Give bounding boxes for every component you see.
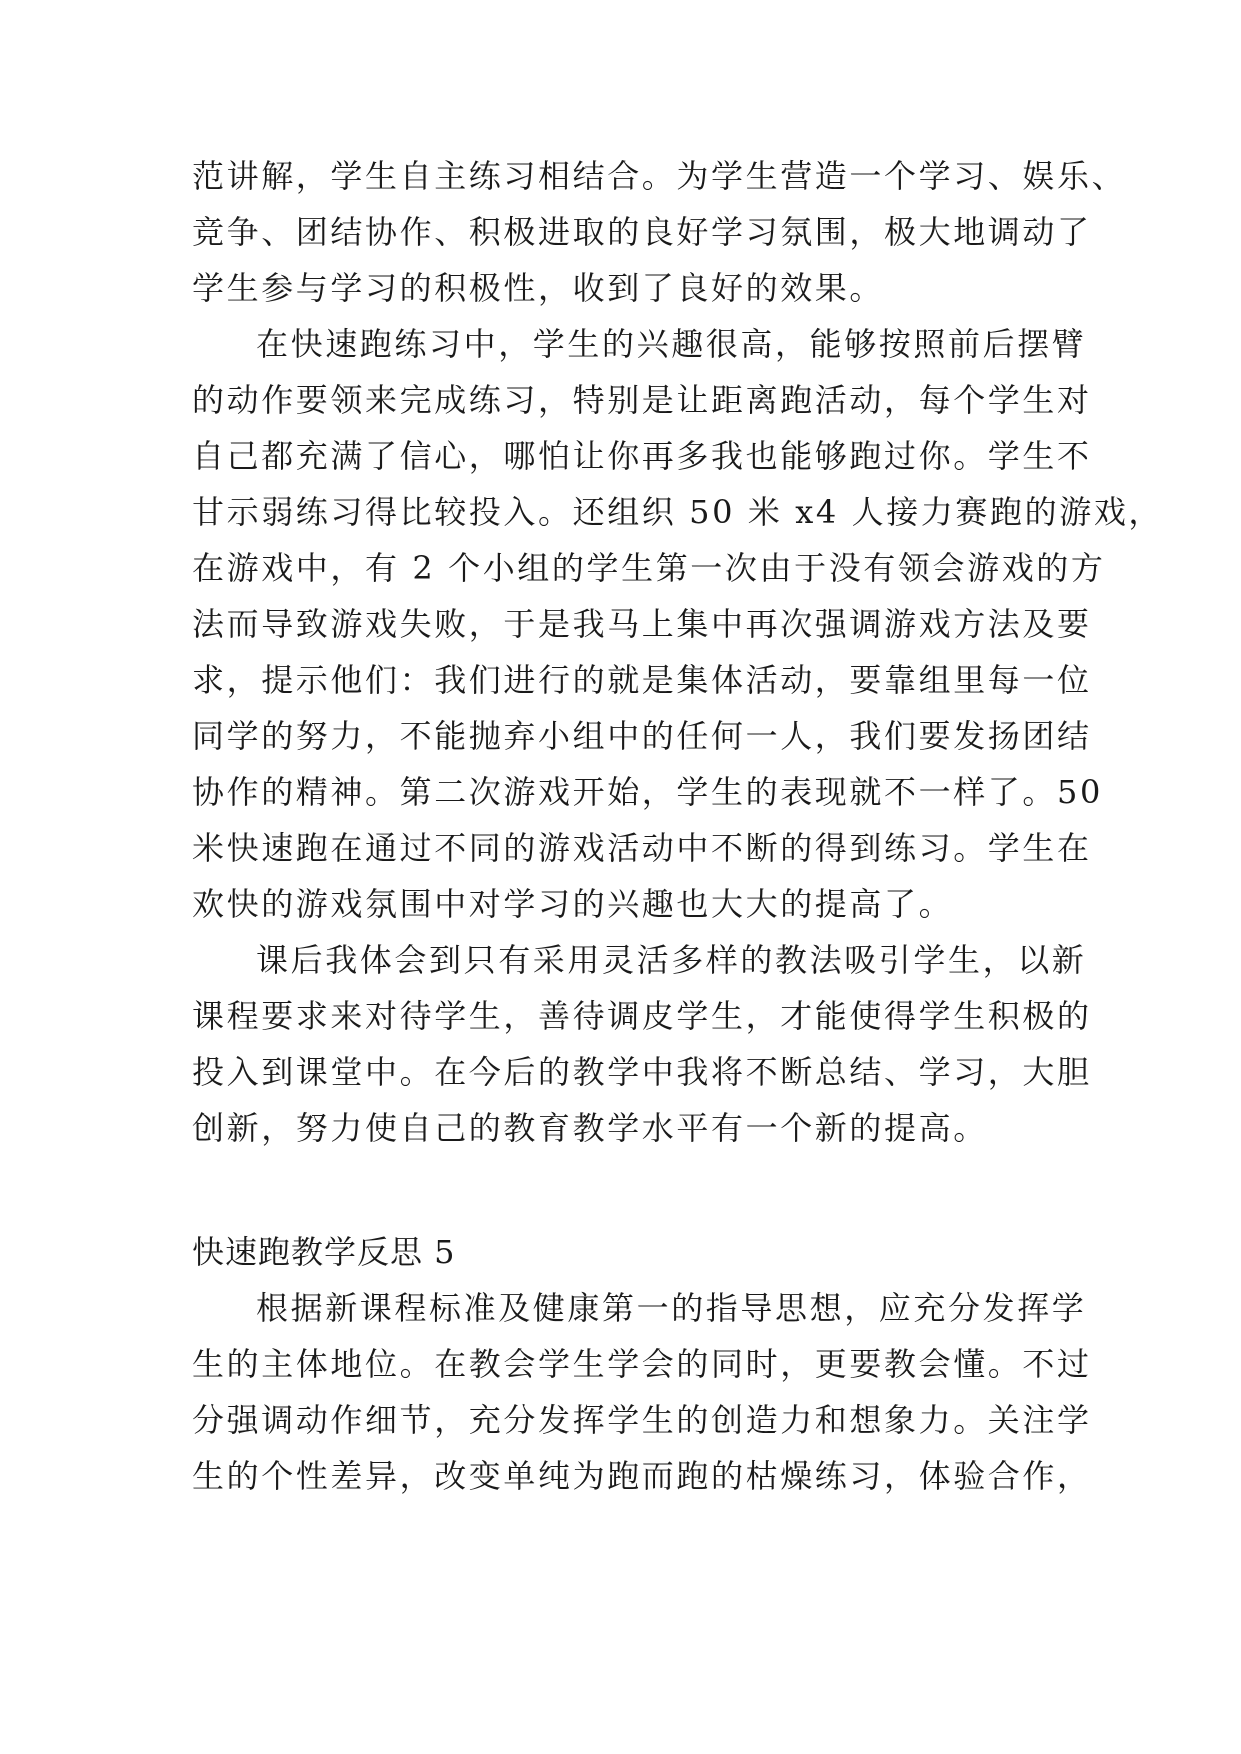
text-line: 生的主体地位。在教会学生学会的同时，更要教会懂。不过: [192, 1345, 1092, 1383]
paragraph-2: [192, 316, 1164, 932]
text-line: 在游戏中，有 2 个小组的学生第一次由于没有领会游戏的方: [192, 549, 1106, 587]
text-line: 分强调动作细节，充分发挥学生的创造力和想象力。关注学: [192, 1401, 1092, 1439]
text-line: 甘示弱练习得比较投入。还组织 50 米 x4 人接力赛跑的游戏，: [192, 493, 1164, 531]
text-line: 创新，努力使自己的教育教学水平有一个新的提高。: [192, 1109, 988, 1147]
text-line: 在快速跑练习中，学生的兴趣很高，能够按照前后摆臂: [256, 325, 1087, 363]
text-line: 协作的精神。第二次游戏开始，学生的表现就不一样了。50: [192, 773, 1103, 811]
paragraph-3: [192, 932, 1092, 1156]
text-line: 范讲解，学生自主练习相结合。为学生营造一个学习、娱乐、: [192, 157, 1127, 195]
section-heading: 快速跑教学反思 5: [192, 1233, 456, 1271]
text-line: 投入到课堂中。在今后的教学中我将不断总结、学习，大胆: [192, 1053, 1092, 1091]
text-line: 米快速跑在通过不同的游戏活动中不断的得到练习。学生在: [192, 829, 1092, 867]
text-line: 根据新课程标准及健康第一的指导思想，应充分发挥学: [256, 1289, 1087, 1327]
text-line: 课程要求来对待学生，善待调皮学生，才能使得学生积极的: [192, 997, 1092, 1035]
text-line: 法而导致游戏失败，于是我马上集中再次强调游戏方法及要: [192, 605, 1092, 643]
paragraph-4: [192, 1280, 1092, 1504]
text-line: 学生参与学习的积极性，收到了良好的效果。: [192, 269, 885, 307]
text-line: 同学的努力，不能抛弃小组中的任何一人，我们要发扬团结: [192, 717, 1092, 755]
document-body: [192, 148, 1164, 1504]
text-line: 的动作要领来完成练习，特别是让距离跑活动，每个学生对: [192, 381, 1092, 419]
section-gap: [192, 1156, 1050, 1224]
text-line: 自己都充满了信心，哪怕让你再多我也能够跑过你。学生不: [192, 437, 1092, 475]
text-line: 求，提示他们：我们进行的就是集体活动，要靠组里每一位: [192, 661, 1092, 699]
text-line: 竞争、团结协作、积极进取的良好学习氛围，极大地调动了: [192, 213, 1092, 251]
text-line: 生的个性差异，改变单纯为跑而跑的枯燥练习，体验合作，: [192, 1457, 1092, 1495]
text-line: 课后我体会到只有采用灵活多样的教法吸引学生，以新: [256, 941, 1087, 979]
paragraph-1: [192, 148, 1127, 316]
text-line: 欢快的游戏氛围中对学习的兴趣也大大的提高了。: [192, 885, 954, 923]
